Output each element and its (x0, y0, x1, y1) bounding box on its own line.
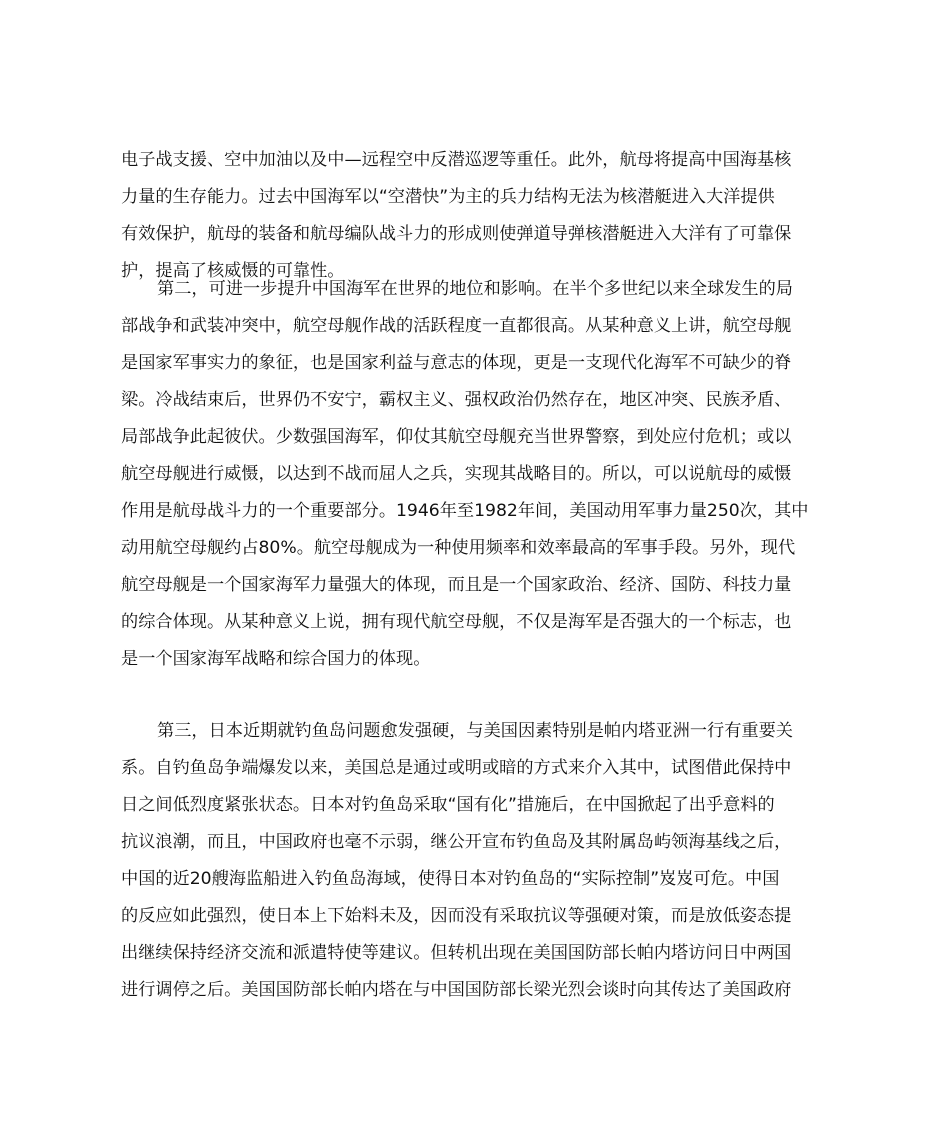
paragraph-line: 航空母舰是一个国家海军力量强大的体现，而且是一个国家政治、经济、国防、科技力量 (121, 575, 792, 595)
paragraph-line: 是国家军事实力的象征，也是国家利益与意志的体现，更是一支现代化海军不可缺少的脊 (121, 353, 792, 373)
paragraph-line: 有效保护，航母的装备和航母编队战斗力的形成则使弹道导弹核潜艇进入大洋有了可靠保 (121, 224, 792, 244)
paragraph-line: 航空母舰进行威慑，以达到不战而屈人之兵，实现其战略目的。所以，可以说航母的威慑 (121, 464, 792, 484)
paragraph-line: 系。自钓鱼岛争端爆发以来，美国总是通过或明或暗的方式来介入其中，试图借此保持中 (121, 758, 792, 778)
paragraph-line: 出继续保持经济交流和派遣特使等建议。但转机出现在美国国防部长帕内塔访问日中两国 (121, 943, 792, 963)
paragraph-2 (121, 271, 831, 678)
paragraph-1 (121, 142, 831, 290)
paragraph-line: 的综合体现。从某种意义上说，拥有现代航空母舰，不仅是海军是否强大的一个标志，也 (121, 612, 792, 632)
paragraph-line: 抗议浪潮，而且，中国政府也毫不示弱，继公开宣布钓鱼岛及其附属岛屿领海基线之后， (121, 832, 792, 852)
paragraph-line: 第三，日本近期就钓鱼岛问题愈发强硬，与美国因素特别是帕内塔亚洲一行有重要关 (157, 721, 793, 741)
paragraph-line: 护，提高了核威慑的可靠性。 (121, 261, 345, 281)
paragraph-line: 局部战争此起彼伏。少数强国海军，仰仗其航空母舰充当世界警察，到处应付危机；或以 (121, 427, 792, 447)
paragraph-line: 电子战支援、空中加油以及中—远程空中反潜巡逻等重任。此外，航母将提高中国海基核 (121, 150, 792, 170)
paragraph-line: 进行调停之后。美国国防部长帕内塔在与中国国防部长梁光烈会谈时向其传达了美国政府 (121, 980, 792, 1000)
paragraph-line: 的反应如此强烈，使日本上下始料未及，因而没有采取抗议等强硬对策，而是放低姿态提 (121, 906, 792, 926)
paragraph-line: 作用是航母战斗力的一个重要部分。1946年至1982年间，美国动用军事力量250次，其中 (121, 501, 809, 521)
paragraph-line: 力量的生存能力。过去中国海军以“空潜快”为主的兵力结构无法为核潜艇进入大洋提供 (121, 187, 775, 207)
paragraph-line: 部战争和武装冲突中，航空母舰作战的活跃程度一直都很高。从某种意义上讲，航空母舰 (121, 316, 792, 336)
paragraph-line: 梁。冷战结束后，世界仍不安宁，霸权主义、强权政治仍然存在，地区冲突、民族矛盾、 (121, 390, 792, 410)
paragraph-3 (121, 713, 831, 1009)
paragraph-line: 中国的近20艘海监船进入钓鱼岛海域，使得日本对钓鱼岛的“实际控制”岌岌可危。中国 (121, 869, 780, 889)
paragraph-line: 第二，可进一步提升中国海军在世界的地位和影响。在半个多世纪以来全球发生的局 (157, 279, 793, 299)
paragraph-line: 是一个国家海军战略和综合国力的体现。 (121, 649, 431, 669)
paragraph-line: 动用航空母舰约占80%。航空母舰成为一种使用频率和效率最高的军事手段。另外，现代 (121, 538, 796, 558)
paragraph-line: 日之间低烈度紧张状态。日本对钓鱼岛采取“国有化”措施后，在中国掀起了出乎意料的 (121, 795, 775, 815)
